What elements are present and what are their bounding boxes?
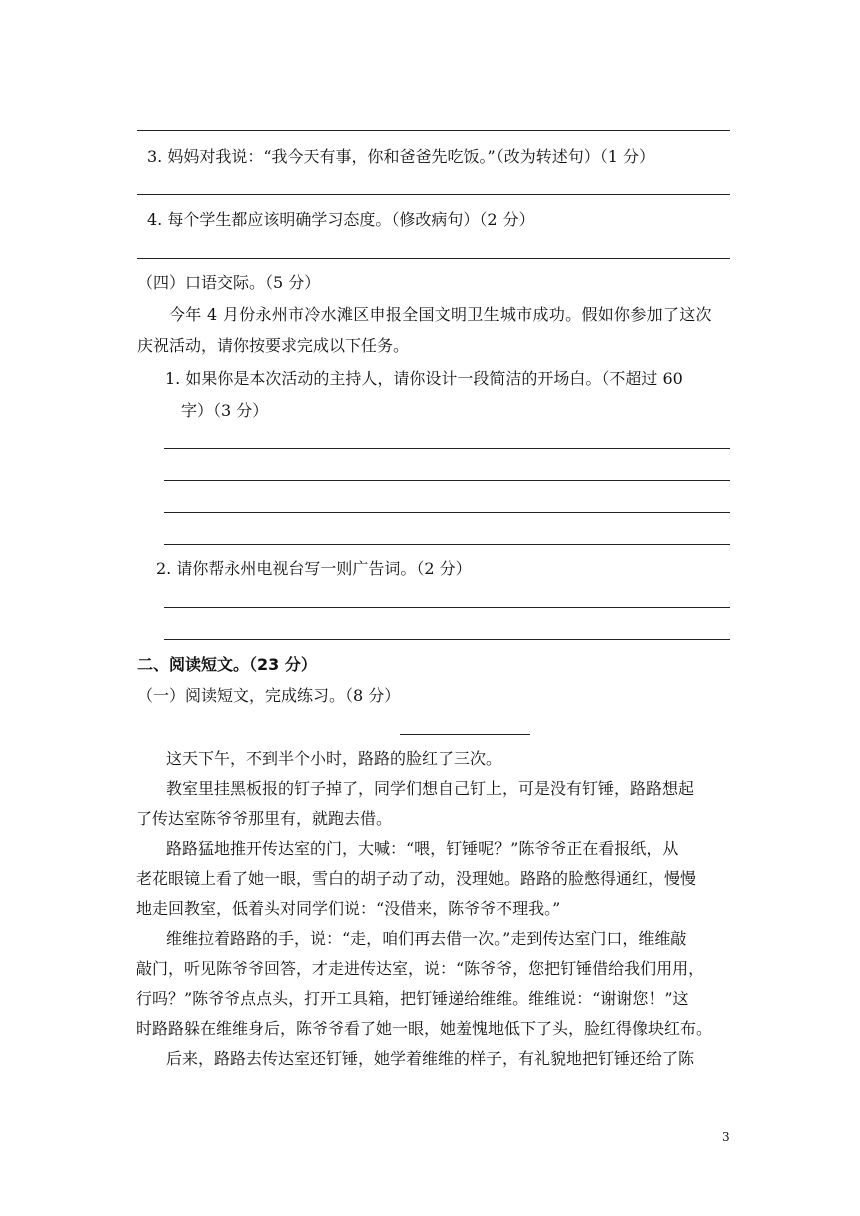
- intro-line-2: 庆祝活动，请你按要求完成以下任务。: [137, 336, 410, 355]
- passage-line: 时路路躲在维维身后，陈爷爷看了她一眼，她羞愧地低下了头，脸红得像块红布。: [136, 1019, 713, 1038]
- passage-line: 地走回教室，低着头对同学们说：“没借来，陈爷爷不理我。”: [136, 899, 561, 918]
- answer-line: [137, 130, 730, 131]
- passage-line: 路路猛地推开传达室的门，大喊：“喂，钉锤呢？”陈爷爷正在看报纸，从: [166, 839, 679, 858]
- passage-line: 这天下午，不到半个小时，路路的脸红了三次。: [166, 749, 503, 768]
- question-4: 4. 每个学生都应该明确学习态度。（修改病句）（2 分）: [147, 210, 535, 229]
- task-1-line-1: 1. 如果你是本次活动的主持人，请你设计一段简洁的开场白。（不超过 60: [165, 369, 683, 388]
- passage-line: 老花眼镜上看了她一眼，雪白的胡子动了动，没理她。路路的脸憋得通红，慢慢: [136, 869, 697, 888]
- task-2: 2. 请你帮永州电视台写一则广告词。（2 分）: [156, 559, 472, 578]
- answer-line-task1-1: [164, 448, 730, 449]
- answer-line-task2-1: [164, 607, 730, 608]
- page-number: 3: [722, 1130, 730, 1144]
- answer-line-q4: [137, 258, 730, 259]
- passage-line: 教室里挂黑板报的钉子掉了，同学们想自己钉上，可是没有钉锤，路路想起: [166, 779, 695, 798]
- answer-line-task2-2: [164, 639, 730, 640]
- task-1-line-2: 字）（3 分）: [181, 401, 269, 420]
- passage-line: 后来，路路去传达室还钉锤，她学着维维的样子，有礼貌地把钉锤还给了陈: [166, 1049, 695, 1068]
- answer-line-task1-4: [164, 544, 730, 545]
- passage-line: 了传达室陈爷爷那里有，就跑去借。: [136, 809, 393, 828]
- passage-line: 敲门，听见陈爷爷回答，才走进传达室，说：“陈爷爷，您把钉锤借给我们用用，: [136, 959, 705, 978]
- passage: [136, 744, 730, 1074]
- answer-line-task1-3: [164, 512, 730, 513]
- passage-line: 维维拉着路路的手，说：“走，咱们再去借一次。”走到传达室门口，维维敲: [166, 929, 687, 948]
- intro-line-1: 今年 4 月份永州市冷水滩区申报全国文明卫生城市成功。假如你参加了这次: [169, 305, 712, 324]
- section-two-subheading: （一）阅读短文，完成练习。（8 分）: [137, 686, 401, 705]
- passage-line: 行吗？”陈爷爷点点头，打开工具箱，把钉锤递给维维。维维说：“谢谢您！”这: [136, 989, 689, 1008]
- part4-heading: （四）口语交际。（5 分）: [137, 273, 321, 292]
- answer-line-q3: [137, 194, 730, 195]
- section-two-heading: 二、阅读短文。（23 分）: [137, 655, 317, 674]
- answer-line-task1-2: [164, 480, 730, 481]
- title-blank-line: [400, 734, 530, 735]
- question-3: 3. 妈妈对我说：“我今天有事，你和爸爸先吃饭。”（改为转述句）（1 分）: [147, 147, 655, 166]
